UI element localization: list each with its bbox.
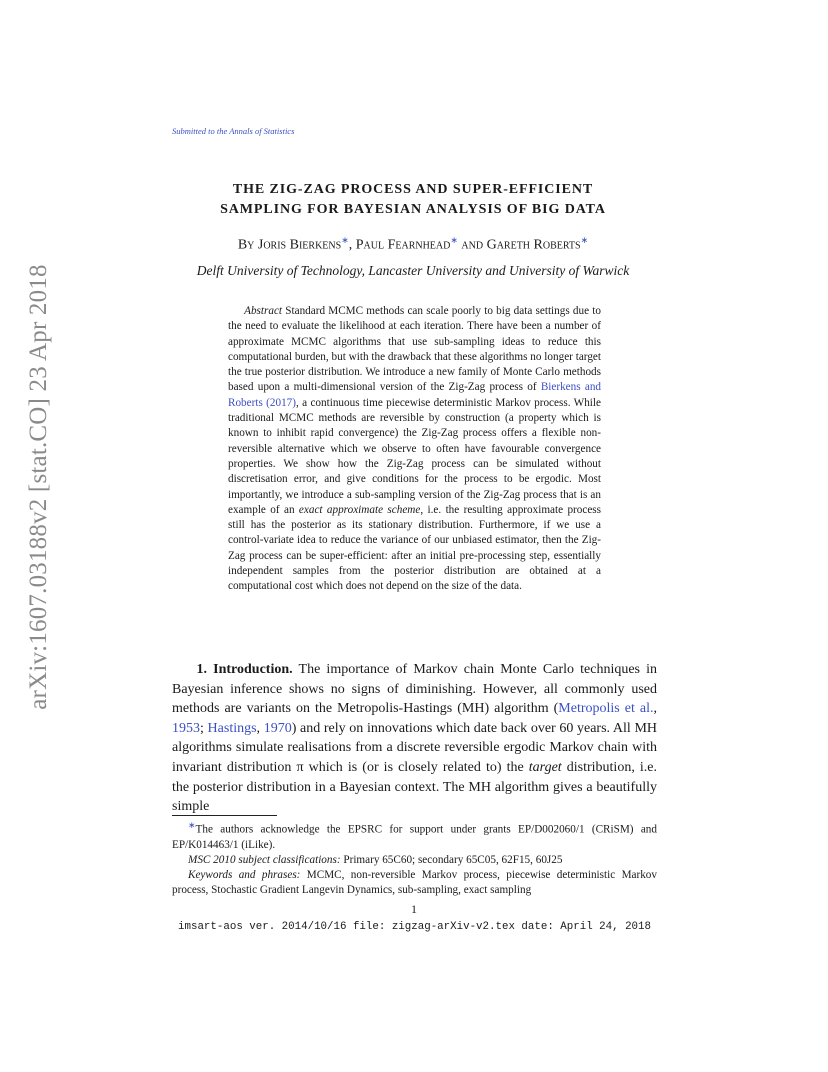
footnote-marker[interactable]: ∗ — [450, 235, 458, 245]
section-heading: 1. Introduction. — [196, 662, 293, 677]
page-number: 1 — [411, 902, 417, 916]
intro-text: The importance of Markov chain Monte Carlo techniques in Bayesian inference shows no signs of diminishing. However, all commonly used methods are variants on the Metropolis-Hastings (MH) algorithm ( — [172, 662, 658, 717]
title-line-2: SAMPLING FOR BAYESIAN ANALYSIS OF BIG DATA — [220, 202, 606, 217]
author-bierkens: Joris Bierkens — [257, 237, 342, 253]
footnotes — [172, 818, 657, 898]
abstract-text: , a continuous time piecewise deterministic Markov process. While traditional MCMC methods are reversible by construction (a property which is known to inhibit rapid convergence) the Zig-Zag process offers a flexible non-reversible alternative which we observe to often have favourable convergence properties. We show how the Zig-Zag process can be simulated without discretisation error, and give conditions for the process to be ergodic. Most importantly, we introduce a sub-sampling version of the Zig-Zag process that is an example of an — [228, 396, 601, 516]
author-separator: , — [348, 237, 356, 253]
paper-title — [160, 180, 666, 220]
document-footer: imsart-aos ver. 2014/10/16 file: zigzag-arXiv-v2.tex date: April 24, 2018 — [178, 921, 651, 933]
affiliation: Delft University of Technology, Lancaster University and University of Warwick — [196, 263, 630, 278]
arxiv-side-stamp — [0, 0, 60, 1072]
intro-text: distribution, i.e. the posterior distribution in a Bayesian context. The MH algorithm gives a beautifully simple — [172, 759, 657, 815]
abstract — [228, 304, 601, 595]
running-head: Submitted to the Annals of Statistics — [172, 126, 295, 136]
msc-label: MSC 2010 subject classifications: — [188, 853, 341, 866]
abstract-text: , i.e. the resulting approximate process still has the posterior as its stationary distribution. Furthermore, if we use a control-variate idea to reduce the variance of our unbiased estimator, then the Zig-Zag process can be super-efficient: after an initial pre-processing step, essentially independent samples from the posterior distribution are obtained at a computational cost which does not depend on the size of the data. — [228, 503, 602, 593]
author-separator: and — [457, 237, 487, 253]
author-list — [160, 235, 666, 254]
citation-separator: , — [653, 701, 657, 717]
funding-text: The authors acknowledge the EPSRC for support under grants EP/D002060/1 (CRiSM) and EP/K014463/1 (iLike). — [172, 823, 657, 851]
funding-footnote — [172, 818, 657, 853]
keywords — [172, 868, 657, 898]
by-prefix: By — [237, 237, 258, 253]
introduction-section — [172, 660, 657, 817]
citation-link[interactable]: Bierkens and Roberts (2017) — [228, 381, 602, 409]
citation-separator: ; — [200, 720, 208, 736]
citation-link[interactable]: Metropolis et al. — [558, 701, 654, 717]
author-roberts: Gareth Roberts — [486, 237, 581, 253]
keywords-text: MCMC, non-reversible Markov process, piecewise deterministic Markov process, Stochastic Gradient Langevin Dynamics, sub-sampling, exact sampling — [172, 868, 657, 896]
citation-link[interactable]: Hastings — [207, 720, 257, 736]
abstract-text: Standard MCMC methods can scale poorly to big data settings due to the need to evaluate the likelihood at each iteration. There have been a number of approximate MCMC algorithms that use sub-sampling ideas to reduce this computational burden, but with the drawback that these algorithms no longer target the true posterior distribution. We introduce a new family of Monte Carlo methods based upon a multi-dimensional version of the Zig-Zag process of — [228, 305, 601, 394]
keywords-label: Keywords and phrases: — [188, 868, 301, 881]
footnote-marker[interactable]: ∗ — [341, 235, 349, 245]
author-fearnhead: Paul Fearnhead — [355, 237, 451, 253]
msc-classification — [172, 853, 657, 868]
title-line-1: THE ZIG-ZAG PROCESS AND SUPER-EFFICIENT — [232, 182, 594, 197]
abstract-emphasis: exact approximate scheme — [298, 503, 421, 516]
citation-separator: , — [256, 720, 264, 736]
citation-year-link[interactable]: 1953 — [172, 720, 200, 736]
arxiv-identifier: arXiv:1607.03188v2 [stat.CO] 23 Apr 2018 — [25, 264, 52, 710]
abstract-label: Abstract — [244, 305, 283, 317]
msc-text: Primary 65C60; secondary 65C05, 62F15, 60J25 — [340, 853, 563, 866]
intro-emphasis: target — [528, 759, 562, 775]
footnote-rule — [172, 815, 277, 816]
citation-year-link[interactable]: 1970 — [263, 720, 292, 736]
footnote-mark: ∗ — [188, 820, 196, 830]
footnote-marker[interactable]: ∗ — [580, 235, 589, 245]
intro-text: ) and rely on innovations which date back over 60 years. All MH algorithms simulate realisations from a discrete reversible ergodic Markov chain with invariant distribution π which is (or is closely related to) the — [172, 720, 658, 775]
